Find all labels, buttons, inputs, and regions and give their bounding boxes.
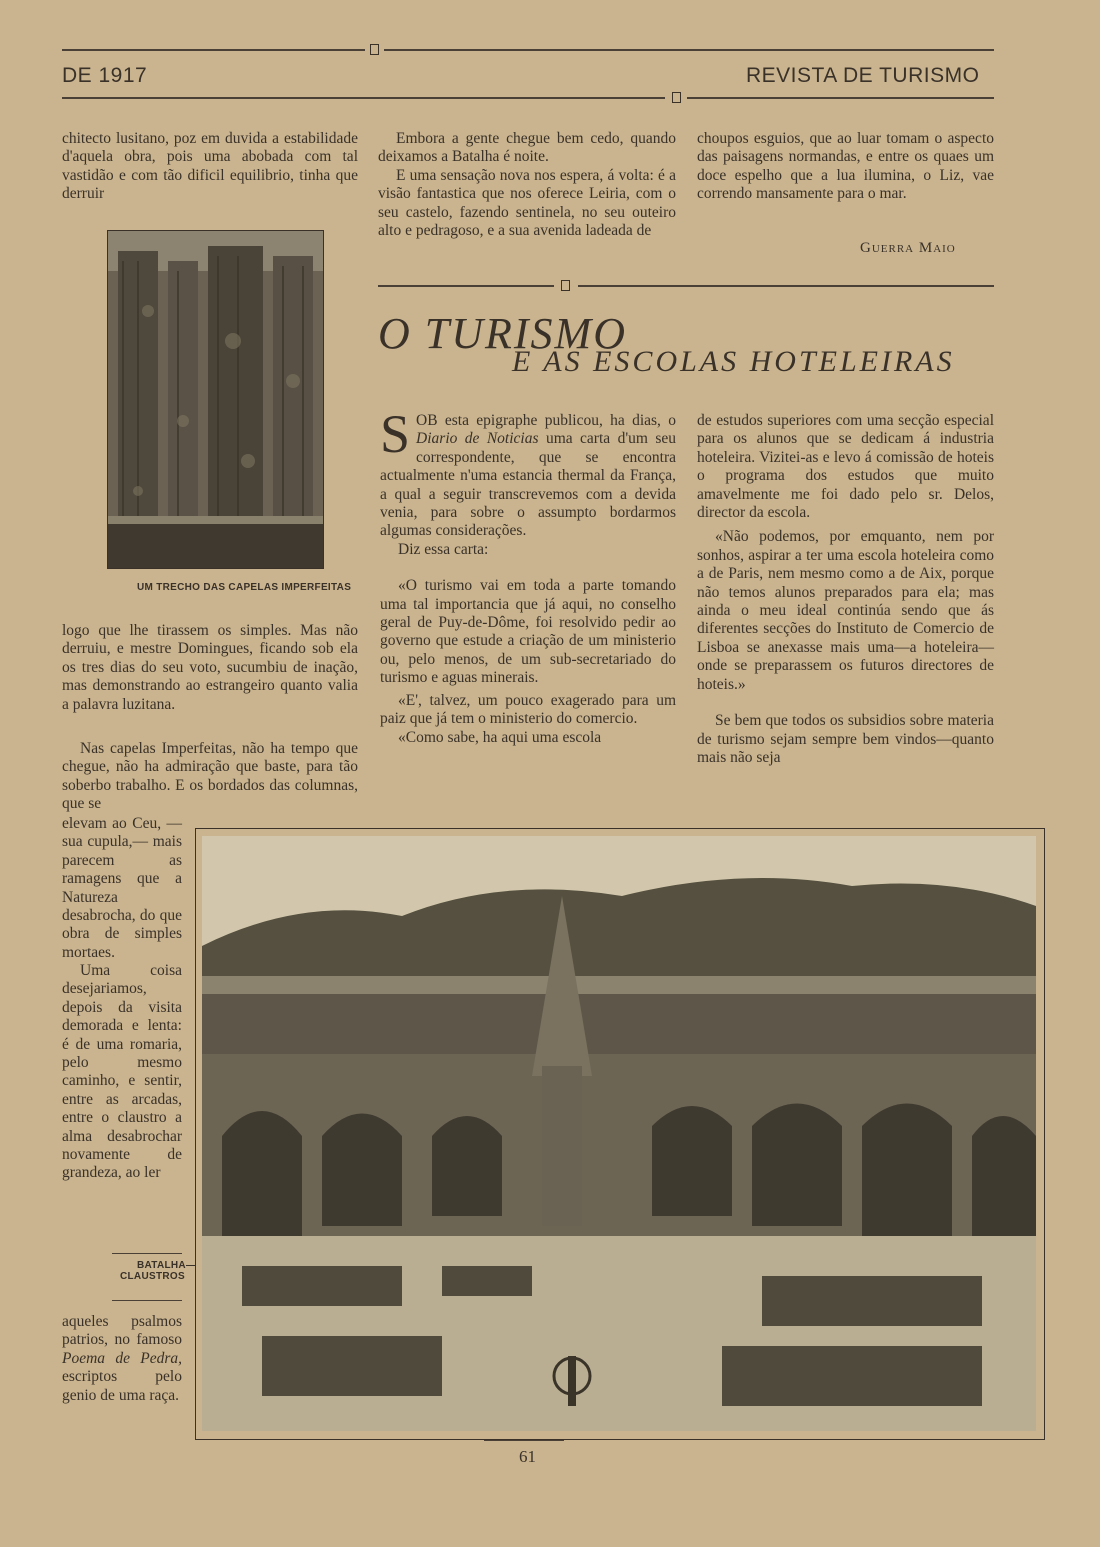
left-narrow-text-1: elevam ao Ceu, —sua cupula,— mais parecem as ramagens que a Natureza desabrocha, do que obra de simples mortaes. <box>62 815 182 961</box>
article-rule-right <box>578 285 994 287</box>
drop-cap: S <box>380 404 411 464</box>
header-rule-bottom-right <box>687 97 994 99</box>
right-top-text: choupos esguios, que ao luar tomam o aspecto das paisagens normandas, e entre os quaes um doce espelho que a lua ilumina, o Liz, vae correndo mansamente para o mar. <box>697 130 994 203</box>
footer-rule <box>484 1440 564 1443</box>
photo-batalha-claustros <box>202 836 1036 1431</box>
ornament-square <box>672 92 681 103</box>
photo-caption-capelas: UM TRECHO DAS CAPELAS IMPERFEITAS <box>137 582 352 593</box>
article-column-2: de estudos superiores com uma secção especial para os alunos que se dedicam á industria hoteleira. Vizitei-as e levo á comissão de hoteis o programa dos estudos que muito amavelmente me foi dado pelo sr. Delos, director da escola. «Não podemos, por emquanto, nem por sonhos, aspirar a ter uma escola hoteleira como a de Paris, nem mesmo como a de Aix, porque não temos alunos preparados para ela; mas ainda o meu ideal continúa sendo que ás diferentes secções do Instituto de Comercio de Lisboa se anexasse mais uma—a hoteleira—onde se preparassem os futuros directores de hoteis.» Se bem que todos os subsidios sobre materia de turismo sejam sempre bem vindos—quanto mais não seja <box>697 412 994 766</box>
author-signature: Guerra Maio <box>860 240 956 256</box>
photo-caption-claustros-2: CLAUSTROS <box>120 1271 185 1282</box>
article-rule-left <box>378 285 554 287</box>
left-column-para2: Nas capelas Imperfeitas, não ha tempo que chegue, não ha admiração que baste, para tão soberbo trabalho. E os bordados das columnas, que se <box>62 740 358 813</box>
header-rule-top-right <box>384 49 994 51</box>
ornament-square <box>561 280 570 291</box>
page-number: 61 <box>519 1447 536 1466</box>
header-rule-bottom-left <box>62 97 665 99</box>
header-left: DE 1917 <box>62 64 148 87</box>
caption-rule <box>112 1253 182 1256</box>
photo-caption-claustros-1: BATALHA— <box>137 1260 197 1271</box>
left-narrow-text-2: Uma coisa desejariamos, depois da visita demorada e lenta: é de uma romaria, pelo mesmo caminho, e sentir, entre as arcadas, entre o claustro a alma desabrochar novamente de grandeza, ao ler <box>62 962 182 1182</box>
article-column-1: SOB esta epigraphe publicou, ha dias, o Diario de Noticias uma carta d'um seu correspondente, que se encontra actualmente n'uma estancia thermal da França, a qual a seguir transcrevemos com a devida venia, para sobre o assumpto bordarmos algumas considerações. Diz essa carta: «O turismo vai em toda a parte tomando uma tal importancia que já aqui, no conselho geral de Puy-de-Dôme, foi resolvido pedir ao governo que estude a criação de um ministerio ou, pelo menos, de um sub-secretariado do turismo e aguas minerais. «E', talvez, um pouco exagerado para um paiz que já tem o ministerio do comercio. «Como sabe, ha aqui uma escola <box>380 404 677 746</box>
left-column-para1: logo que lhe tirassem os simples. Mas não derruiu, e mestre Domingues, ficando sob ela os tres dias do seu voto, sucumbiu de inação, mas demonstrando ao estrangeiro quanto valia a palavra luzitana. <box>62 622 358 713</box>
header-right: REVISTA DE TURISMO <box>746 64 980 87</box>
middle-top-text: Embora a gente chegue bem cedo, quando deixamos a Batalha é noite. E uma sensação nova nos espera, á volta: é a visão fantastica que nos oferece Leiria, com o seu castelo, fazendo sentinela, no seu outeiro alto e pedragoso, e a sua avenida ladeada de <box>378 130 676 240</box>
left-column-top-text: chitecto lusitano, poz em duvida a estabilidade d'aquela obra, pois uma abobada com tal vastidão e com tão dificil equilibrio, tinha que derruir <box>62 130 358 203</box>
article-title-line2: E AS ESCOLAS HOTELEIRAS <box>512 345 955 378</box>
photo-capelas-imperfeitas <box>107 230 324 569</box>
ornament-square <box>370 44 379 55</box>
caption-rule <box>112 1300 182 1303</box>
left-narrow-text-3: aqueles psalmos patrios, no famoso Poema de Pedra, escriptos pelo genio de uma raça. <box>62 1313 182 1404</box>
article-title-line1: O TURISMO <box>378 309 627 358</box>
header-rule-top-left <box>62 49 365 51</box>
